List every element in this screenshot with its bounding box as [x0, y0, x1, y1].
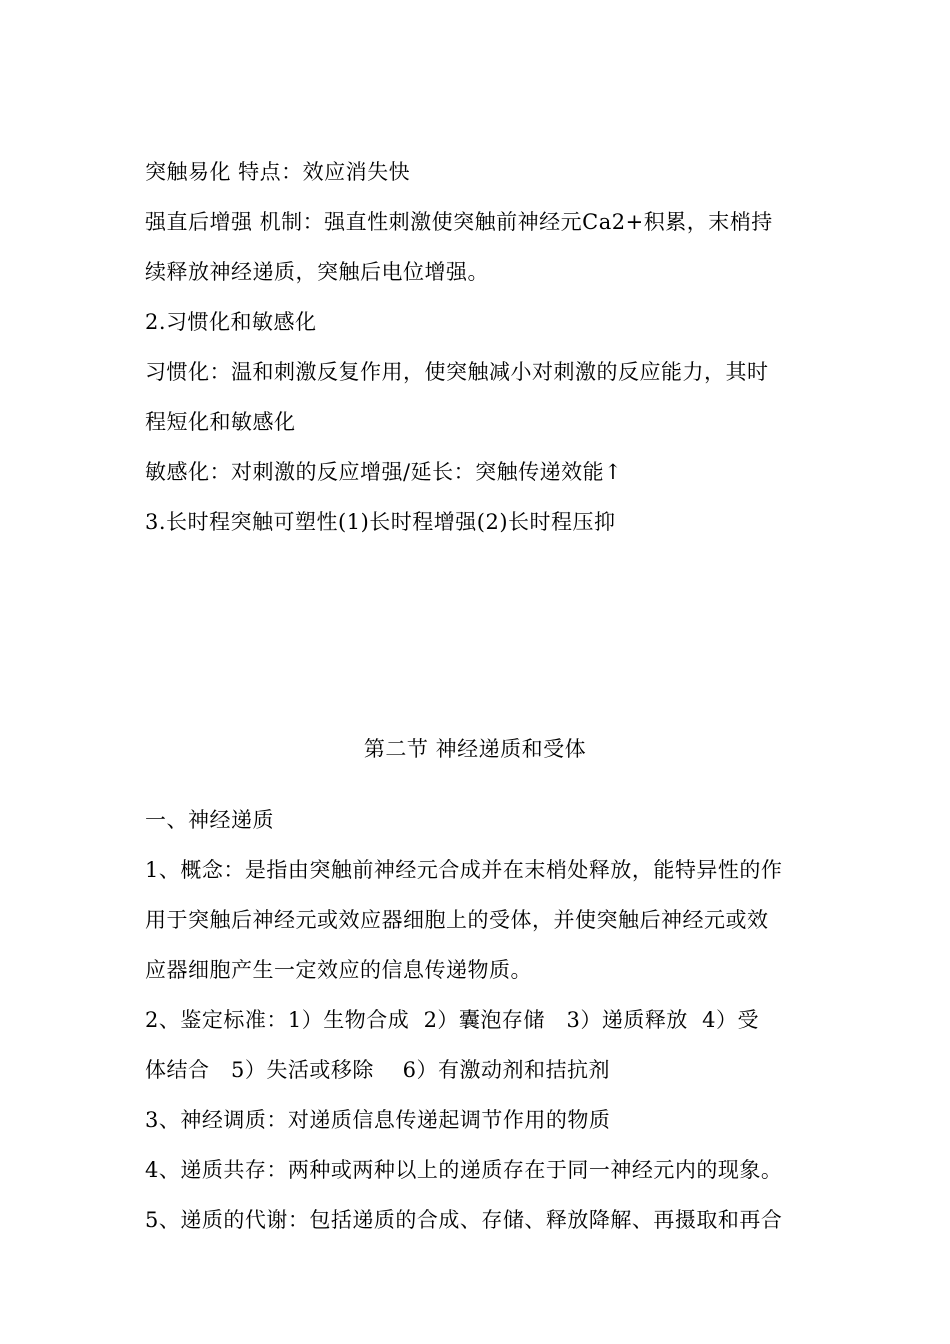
text-line-concept: 1、概念：是指由突触前神经元合成并在末梢处释放，能特异性的作 — [145, 858, 783, 882]
text-line-neuromodulator: 3、神经调质：对递质信息传递起调节作用的物质 — [145, 1108, 611, 1132]
text-line-concept-cont-2: 应器细胞产生一定效应的信息传递物质。 — [145, 958, 532, 982]
text-line-habituation: 习惯化：温和刺激反复作用，使突触减小对刺激的反应能力，其时 — [145, 360, 769, 384]
text-line-concept-cont-1: 用于突触后神经元或效应器细胞上的受体，并使突触后神经元或效 — [145, 908, 769, 932]
text-line-metabolism: 5、递质的代谢：包括递质的合成、存储、释放降解、再摄取和再合 — [145, 1208, 783, 1232]
text-line-neurotransmitter-heading: 一、神经递质 — [145, 808, 274, 832]
section-title: 第二节 神经递质和受体 — [363, 737, 587, 761]
text-line-synaptic-facilitation: 突触易化 特点：效应消失快 — [145, 160, 411, 184]
text-line-post-tetanic-cont: 续释放神经递质，突触后电位增强。 — [145, 260, 489, 284]
text-line-long-term-plasticity: 3.长时程突触可塑性(1)长时程增强(2)长时程压抑 — [145, 510, 616, 534]
text-line-habituation-cont: 程短化和敏感化 — [145, 410, 296, 434]
text-line-co-existence: 4、递质共存：两种或两种以上的递质存在于同一神经元内的现象。 — [145, 1158, 783, 1182]
text-line-criteria: 2、鉴定标准：1）生物合成 2）囊泡存储 3）递质释放 4）受 — [145, 1008, 760, 1032]
text-line-criteria-cont: 体结合 5）失活或移除 6）有激动剂和拮抗剂 — [145, 1058, 610, 1082]
text-line-habituation-heading: 2.习惯化和敏感化 — [145, 310, 317, 334]
text-line-post-tetanic-potentiation: 强直后增强 机制：强直性刺激使突触前神经元Ca2+积累，末梢持 — [145, 210, 773, 234]
text-line-sensitization: 敏感化：对刺激的反应增强/延长：突触传递效能↑ — [145, 460, 623, 484]
